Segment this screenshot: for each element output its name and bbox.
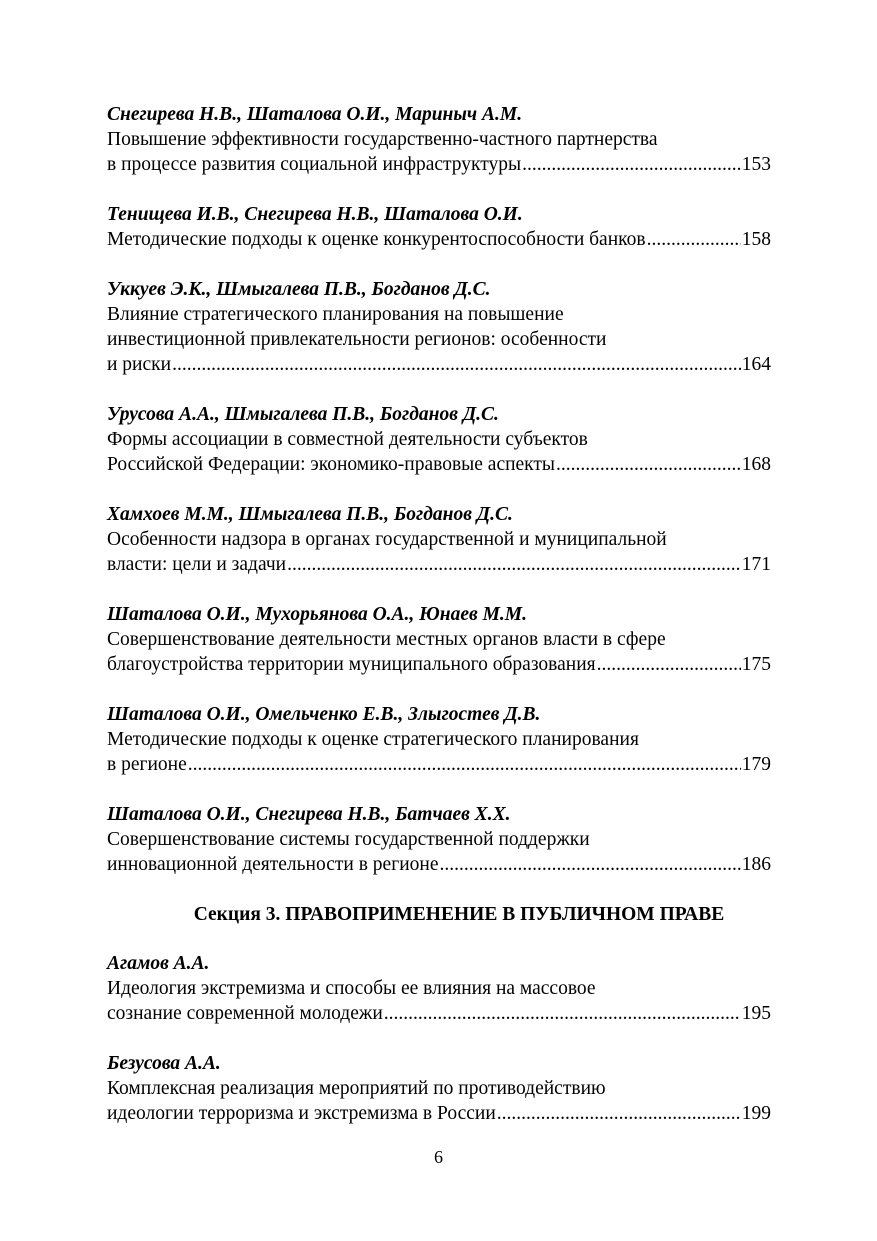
dot-leader: [188, 752, 741, 777]
entry-title-text: власти: цели и задачи: [107, 554, 287, 575]
dot-leader: [556, 452, 741, 477]
entry-title-text: Российской Федерации: экономико-правовые аспекты: [107, 454, 556, 475]
toc-entry: [107, 802, 771, 877]
entry-title-line: Формы ассоциации в совместной деятельности субъектов: [107, 429, 588, 450]
entry-page-number: 164: [741, 354, 771, 375]
entry-authors: Агамов А.А.: [107, 953, 210, 974]
entry-title-text: в регионе: [107, 754, 187, 775]
entry-title-line: Особенности надзора в органах государственной и муниципальной: [107, 529, 667, 550]
entry-title-last-line: [107, 352, 771, 377]
toc-entry: [107, 502, 771, 577]
entry-page-number: 195: [741, 1003, 771, 1024]
entry-authors: Снегирева Н.В., Шаталова О.И., Мариныч А.М.: [107, 104, 523, 125]
entry-authors: Хамхоев М.М., Шмыгалева П.В., Богданов Д.С.: [107, 504, 513, 525]
entry-title-text: сознание современной молодежи: [107, 1003, 383, 1024]
entry-authors: Урусова А.А., Шмыгалева П.В., Богданов Д.С.: [107, 404, 499, 425]
entry-title-last-line: [107, 852, 771, 877]
toc-entry: [107, 702, 771, 777]
dot-leader: [439, 852, 740, 877]
entry-page-number: 158: [741, 229, 771, 250]
table-of-contents: [107, 102, 771, 1151]
entry-title-last-line: [107, 452, 771, 477]
entry-title-text: инновационной деятельности в регионе: [107, 854, 439, 875]
entry-title-last-line: [107, 1101, 771, 1126]
dot-leader: [172, 352, 741, 377]
toc-entry: [107, 402, 771, 477]
entry-page-number: 175: [741, 654, 771, 675]
entry-title-line: Повышение эффективности государственно-частного партнерства: [107, 129, 658, 150]
section-heading: Секция 3. ПРАВОПРИМЕНЕНИЕ В ПУБЛИЧНОМ ПРАВЕ: [193, 904, 725, 925]
entry-title-text: идеологии терроризма и экстремизма в России: [107, 1103, 496, 1124]
dot-leader: [647, 227, 741, 252]
entry-authors: Уккуев Э.К., Шмыгалева П.В., Богданов Д.С.: [107, 279, 491, 300]
entry-title-line: инвестиционной привлекательности регионов: особенности: [107, 329, 607, 350]
dot-leader: [522, 152, 741, 177]
toc-entries-group: [107, 102, 771, 877]
entry-title-line: Совершенствование системы государственной поддержки: [107, 829, 590, 850]
entry-title-last-line: [107, 652, 771, 677]
entry-title-line: Комплексная реализация мероприятий по противодействию: [107, 1078, 606, 1099]
entry-title-last-line: [107, 752, 771, 777]
entry-page-number: 179: [741, 754, 771, 775]
entry-title-line: Совершенствование деятельности местных органов власти в сфере: [107, 629, 666, 650]
entry-page-number: 153: [741, 154, 771, 175]
entry-title-line: Идеология экстремизма и способы ее влияния на массовое: [107, 978, 596, 999]
entry-authors: Тенищева И.В., Снегирева Н.В., Шаталова О.И.: [107, 204, 523, 225]
toc-entry: [107, 202, 771, 252]
dot-leader: [497, 1101, 741, 1126]
entry-authors: Шаталова О.И., Снегирева Н.В., Батчаев Х.Х.: [107, 804, 511, 825]
entry-authors: Шаталова О.И., Омельченко Е.В., Злыгостев Д.В.: [107, 704, 541, 725]
page-number: 6: [434, 1147, 443, 1167]
toc-entry: [107, 951, 771, 1026]
toc-entries-group: [107, 951, 771, 1126]
entry-page-number: 199: [741, 1103, 771, 1124]
entry-page-number: 186: [741, 854, 771, 875]
entry-title-last-line: [107, 227, 771, 252]
entry-title-last-line: [107, 1001, 771, 1026]
entry-title-line: Методические подходы к оценке стратегического планирования: [107, 729, 639, 750]
entry-title-text: и риски: [107, 354, 172, 375]
dot-leader: [384, 1001, 741, 1026]
dot-leader: [597, 652, 741, 677]
entry-title-line: Влияние стратегического планирования на повышение: [107, 304, 564, 325]
toc-entry: [107, 102, 771, 177]
entry-authors: Шаталова О.И., Мухорьянова О.А., Юнаев М.М.: [107, 604, 528, 625]
entry-title-text: в процессе развития социальной инфраструктуры: [107, 154, 522, 175]
entry-title-last-line: [107, 152, 771, 177]
toc-entry: [107, 602, 771, 677]
entry-authors: Безусова А.А.: [107, 1053, 221, 1074]
entry-page-number: 171: [741, 554, 771, 575]
toc-entry: [107, 277, 771, 377]
toc-entry: [107, 1051, 771, 1126]
entry-title-last-line: [107, 552, 771, 577]
entry-title-text: благоустройства территории муниципального образования: [107, 654, 596, 675]
entry-page-number: 168: [741, 454, 771, 475]
dot-leader: [287, 552, 741, 577]
entry-title-text: Методические подходы к оценке конкурентоспособности банков: [107, 229, 646, 250]
